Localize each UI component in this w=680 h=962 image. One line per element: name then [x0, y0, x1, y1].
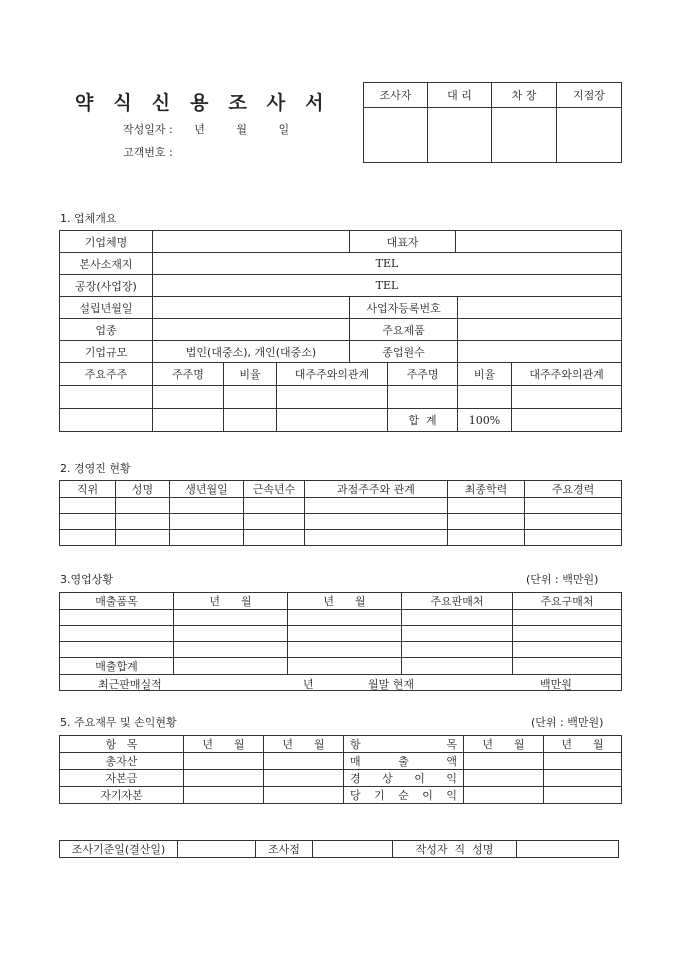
management-table [59, 480, 622, 546]
field[interactable] [458, 297, 622, 319]
label: 기업규모 [60, 341, 153, 363]
month-label: 월말 현재 [368, 678, 415, 691]
field[interactable] [153, 297, 350, 319]
text: 익 [446, 789, 457, 802]
field[interactable] [170, 498, 244, 514]
field[interactable] [153, 319, 350, 341]
label: 주요제품 [350, 319, 458, 341]
tel-label: TEL [153, 253, 622, 275]
sign-cell[interactable] [364, 108, 428, 163]
field[interactable] [512, 409, 622, 432]
field[interactable] [288, 610, 402, 626]
sales-table [59, 592, 622, 691]
field[interactable] [305, 530, 448, 546]
year-label: 년 [303, 678, 314, 691]
field[interactable] [402, 626, 513, 642]
column-header: 년 월 [544, 736, 622, 753]
field[interactable] [458, 386, 512, 409]
field[interactable] [116, 530, 170, 546]
column-header [344, 736, 464, 753]
field[interactable] [402, 658, 513, 675]
text: 이 [414, 772, 425, 785]
text: 상 [382, 772, 393, 785]
field[interactable] [448, 498, 525, 514]
footer-table [59, 840, 619, 858]
total-value: 100% [458, 409, 512, 432]
field[interactable] [448, 530, 525, 546]
label: 본사소재지 [60, 253, 153, 275]
field[interactable] [60, 642, 174, 658]
column-header: 주요구매처 [513, 593, 622, 610]
label: 대표자 [350, 231, 456, 253]
field[interactable] [277, 386, 388, 409]
column-header: 년 월 [174, 593, 288, 610]
field[interactable] [277, 409, 388, 432]
field[interactable] [525, 514, 622, 530]
field[interactable] [305, 498, 448, 514]
size-value: 법인(대중소), 개인(대중소) [153, 341, 350, 363]
column-header: 주요경력 [525, 481, 622, 498]
page-title: 약식신용조사서 [75, 92, 344, 114]
column-header: 년 월 [264, 736, 344, 753]
field[interactable] [264, 753, 344, 770]
month-label: 월 [236, 123, 247, 136]
field[interactable] [153, 386, 224, 409]
field[interactable] [402, 610, 513, 626]
text: 항 [350, 738, 361, 751]
field[interactable] [153, 409, 224, 432]
label: 공장(사업장) [60, 275, 153, 297]
sign-cell[interactable] [492, 108, 557, 163]
label: 대주주와의관계 [277, 363, 388, 386]
label: 주주명 [388, 363, 458, 386]
column-header: 주요판매처 [402, 593, 513, 610]
field[interactable] [60, 626, 174, 642]
field[interactable] [464, 787, 544, 804]
row-label [344, 753, 464, 770]
field[interactable] [513, 610, 622, 626]
approval-header: 조사자 [364, 83, 428, 108]
base-date-label: 조사기준일(결산일) [60, 841, 178, 858]
branch-label: 조사점 [256, 841, 313, 858]
approval-header: 차 장 [492, 83, 557, 108]
column-header: 년 월 [288, 593, 402, 610]
label: 비율 [458, 363, 512, 386]
approval-table [363, 82, 622, 163]
field[interactable] [264, 787, 344, 804]
field[interactable] [544, 770, 622, 787]
column-header: 근속년수 [244, 481, 305, 498]
row-label: 총자산 [60, 753, 184, 770]
field[interactable] [512, 386, 622, 409]
field[interactable] [170, 530, 244, 546]
field[interactable] [456, 231, 622, 253]
row-label [344, 770, 464, 787]
field[interactable] [184, 787, 264, 804]
text: 액 [446, 755, 457, 768]
label: 설립년월일 [60, 297, 153, 319]
company-overview-table [59, 230, 622, 432]
day-label: 일 [278, 123, 290, 136]
field[interactable] [116, 498, 170, 514]
field[interactable] [513, 642, 622, 658]
writer-label: 작성자 직 성명 [393, 841, 517, 858]
field[interactable] [184, 770, 264, 787]
label: 비율 [224, 363, 277, 386]
field[interactable] [60, 610, 174, 626]
column-header: 과점주주와 관계 [305, 481, 448, 498]
field[interactable] [174, 658, 288, 675]
column-header: 매출품목 [60, 593, 174, 610]
section-2-heading: 2. 경영진 현황 [60, 462, 131, 475]
field[interactable] [184, 753, 264, 770]
text: 이 [422, 789, 433, 802]
writer-field[interactable] [517, 841, 619, 858]
section-1-heading: 1. 업체개요 [60, 212, 117, 225]
text: 목 [446, 738, 457, 751]
text: 익 [446, 772, 457, 785]
field[interactable] [224, 409, 277, 432]
field[interactable] [116, 514, 170, 530]
field[interactable] [244, 530, 305, 546]
field[interactable] [544, 753, 622, 770]
text: 기 [374, 789, 385, 802]
label: 대주주와의관계 [512, 363, 622, 386]
field[interactable] [288, 642, 402, 658]
field[interactable] [464, 753, 544, 770]
recent-sales-row [60, 675, 622, 691]
row-label [344, 787, 464, 804]
field[interactable] [305, 514, 448, 530]
field[interactable] [513, 626, 622, 642]
field[interactable] [525, 530, 622, 546]
field[interactable] [244, 498, 305, 514]
field[interactable] [288, 626, 402, 642]
customer-number-label: 고객번호 : [123, 146, 173, 159]
field[interactable] [174, 610, 288, 626]
section-5-heading: 5. 주요재무 및 손익현황 [60, 716, 177, 729]
financial-table [59, 735, 622, 804]
field[interactable] [60, 530, 116, 546]
field[interactable] [288, 658, 402, 675]
tel-label: TEL [153, 275, 622, 297]
text: 경 [350, 772, 361, 785]
text: 당 [350, 789, 361, 802]
text: 매 [350, 755, 361, 768]
sign-cell[interactable] [428, 108, 492, 163]
field[interactable] [60, 498, 116, 514]
label: 사업자등록번호 [350, 297, 458, 319]
row-label: 자기자본 [60, 787, 184, 804]
date-row [123, 121, 289, 137]
field[interactable] [60, 514, 116, 530]
field[interactable] [388, 386, 458, 409]
approval-header: 대 리 [428, 83, 492, 108]
column-header: 성명 [116, 481, 170, 498]
column-header: 최종학력 [448, 481, 525, 498]
year-label: 년 [194, 123, 205, 136]
row-label: 자본금 [60, 770, 184, 787]
field[interactable] [402, 642, 513, 658]
label: 업종 [60, 319, 153, 341]
column-header: 항 목 [60, 736, 184, 753]
sign-cell[interactable] [557, 108, 622, 163]
base-date-field[interactable] [178, 841, 256, 858]
field[interactable] [170, 514, 244, 530]
text: 출 [398, 755, 409, 768]
date-label: 작성일자 : [123, 123, 173, 136]
label: 기업체명 [60, 231, 153, 253]
label: 주주명 [153, 363, 224, 386]
field[interactable] [544, 787, 622, 804]
column-header: 년 월 [184, 736, 264, 753]
column-header: 직위 [60, 481, 116, 498]
field[interactable] [244, 514, 305, 530]
total-label: 합 계 [388, 409, 458, 432]
section-3-heading: 3.영업상황 [60, 573, 113, 586]
unit-label: (단위 : 백만원) [531, 716, 604, 729]
label: 주요주주 [60, 363, 153, 386]
branch-field[interactable] [313, 841, 393, 858]
field[interactable] [60, 409, 153, 432]
field[interactable] [60, 386, 153, 409]
unit-label: (단위 : 백만원) [526, 573, 599, 586]
unit-label: 백만원 [540, 678, 572, 691]
field[interactable] [224, 386, 277, 409]
approval-header: 지점장 [557, 83, 622, 108]
sales-total-label: 매출합계 [60, 658, 174, 675]
recent-sales-label: 최근판매실적 [98, 678, 162, 691]
field[interactable] [525, 498, 622, 514]
field[interactable] [458, 319, 622, 341]
field[interactable] [264, 770, 344, 787]
field[interactable] [448, 514, 525, 530]
field[interactable] [174, 642, 288, 658]
field[interactable] [464, 770, 544, 787]
field[interactable] [458, 341, 622, 363]
field[interactable] [153, 231, 350, 253]
field[interactable] [513, 658, 622, 675]
text: 순 [398, 789, 409, 802]
column-header: 생년월일 [170, 481, 244, 498]
field[interactable] [174, 626, 288, 642]
column-header: 년 월 [464, 736, 544, 753]
label: 종업원수 [350, 341, 458, 363]
